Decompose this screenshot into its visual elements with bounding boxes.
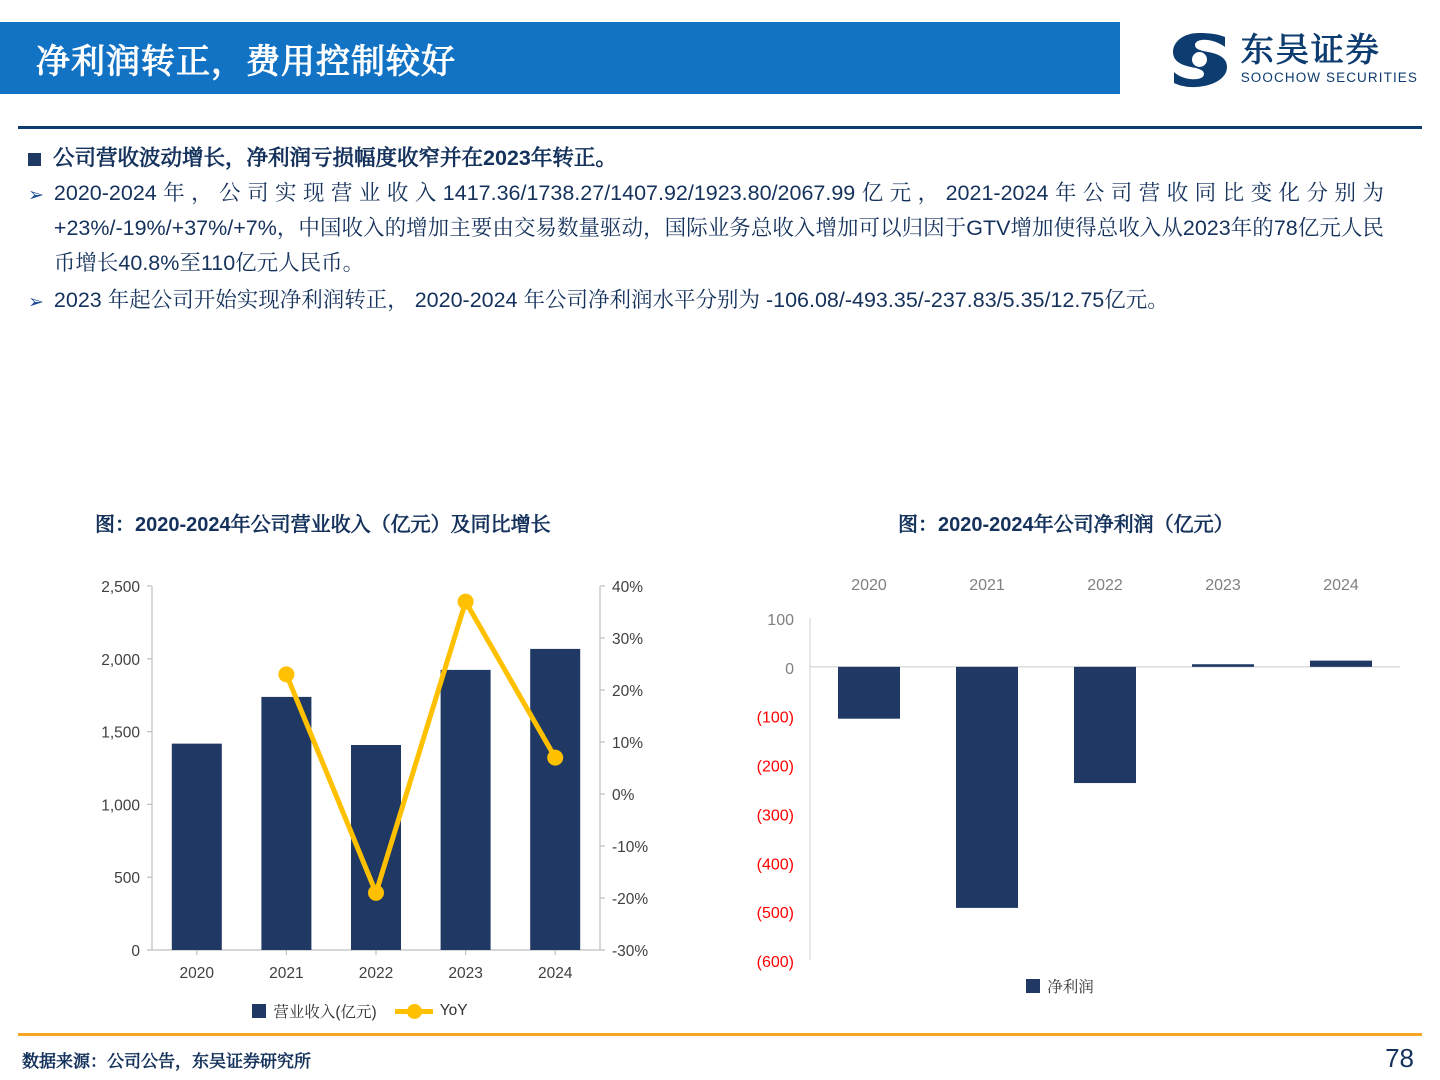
axis-tick-label: (500) <box>756 905 794 923</box>
legend-item-yoy <box>395 1002 468 1020</box>
bar <box>441 670 491 950</box>
bullet-item-text: 2020-2024年，公司实现营业收入1417.36/1738.27/1407.92/1923.80/2067.99亿元，2021-2024年公司营收同比变化分别为+23%/-19%/+37%/+7%，中国收入的增加主要由交易数量驱动，国际业务总收入增加可以归因于GTV增加使得总收入从2023年的78亿元人民币增长40.8%至110亿元人民币。 <box>53 181 1384 275</box>
net-profit-chart <box>700 560 1420 1040</box>
chevron-right-icon: ➢ <box>28 291 44 313</box>
axis-tick-label: 1,000 <box>101 797 140 815</box>
right-chart-title: 图：2020-2024年公司净利润（亿元） <box>898 514 1234 536</box>
square-bullet-icon <box>28 153 41 166</box>
bar <box>530 649 580 950</box>
bullet-item-row <box>20 283 1420 318</box>
axis-tick-label: (200) <box>756 758 794 776</box>
logo-mark-icon <box>1169 30 1231 88</box>
logo-text <box>1240 30 1418 86</box>
axis-tick-label: 30% <box>612 631 644 648</box>
axis-tick-label: 100 <box>767 612 794 629</box>
bar <box>838 667 900 719</box>
axis-tick-label: 0% <box>612 787 635 804</box>
revenue-chart <box>40 560 680 1040</box>
axis-tick-label: 2021 <box>969 577 1005 594</box>
axis-tick-label: 2020 <box>851 577 887 594</box>
bar <box>1074 667 1136 783</box>
axis-tick-label: (400) <box>756 856 794 874</box>
axis-tick-label: (600) <box>756 954 794 971</box>
yoy-marker <box>368 885 384 901</box>
axis-tick-label: 20% <box>612 683 644 700</box>
legend-label: 营业收入(亿元) <box>273 1004 377 1021</box>
page-number: 78 <box>1385 1043 1414 1073</box>
bar <box>261 697 311 950</box>
footer-divider <box>18 1033 1422 1036</box>
axis-tick-label: 2,000 <box>101 651 140 669</box>
net-profit-chart-svg <box>700 560 1420 980</box>
bar <box>956 667 1018 908</box>
legend-swatch-icon <box>1026 979 1040 993</box>
revenue-chart-svg <box>40 560 680 1000</box>
bar <box>172 744 222 950</box>
axis-tick-label: 2020 <box>179 965 215 982</box>
axis-tick-label: 2022 <box>1087 577 1123 594</box>
legend-label: 净利润 <box>1047 979 1094 996</box>
company-logo <box>1128 26 1418 92</box>
axis-tick-label: 10% <box>612 735 644 752</box>
axis-tick-label: 40% <box>612 579 644 596</box>
revenue-chart-legend <box>150 1000 570 1022</box>
axis-tick-label: 2021 <box>269 965 304 982</box>
net-profit-chart-legend <box>880 975 1240 997</box>
axis-tick-label: 2,500 <box>101 579 140 596</box>
bar <box>1310 661 1372 667</box>
yoy-marker <box>458 594 474 610</box>
body-content <box>20 142 1420 320</box>
yoy-marker <box>547 750 563 766</box>
axis-tick-label: 2024 <box>1323 577 1359 594</box>
source-note: 数据来源：公司公告，东吴证券研究所 <box>22 1052 311 1071</box>
legend-swatch-icon <box>252 1004 266 1018</box>
slide-header-bar <box>0 22 1120 94</box>
logo-name-cn: 东吴证券 <box>1240 30 1381 68</box>
axis-tick-label: 500 <box>114 870 140 888</box>
axis-tick-label: (300) <box>756 807 794 825</box>
axis-tick-label: 2022 <box>358 965 394 982</box>
axis-tick-label: 1,500 <box>101 724 140 742</box>
logo-name-en: SOOCHOW SECURITIES <box>1240 70 1418 86</box>
axis-tick-label: (100) <box>756 709 794 727</box>
bullet-item-text: 2023 年起公司开始实现净利润转正， 2020-2024 年公司净利润水平分别为 -106.08/-493.35/-237.83/5.35/12.75亿元。 <box>53 287 1169 312</box>
bullet-lead-text: 公司营收波动增长，净利润亏损幅度收窄并在2023年转正。 <box>53 146 617 170</box>
legend-item-revenue <box>252 1000 376 1022</box>
legend-label: YoY <box>439 1002 468 1019</box>
axis-tick-label: -20% <box>612 891 649 908</box>
axis-tick-label: 2024 <box>537 965 573 982</box>
axis-tick-label: 2023 <box>1205 577 1241 594</box>
bullet-item-row <box>20 176 1420 280</box>
yoy-marker <box>278 666 294 682</box>
left-chart-title: 图：2020-2024年公司营业收入（亿元）及同比增长 <box>95 514 551 536</box>
bullet-lead-row <box>20 142 1420 174</box>
axis-tick-label: 0 <box>785 660 794 678</box>
chevron-right-icon: ➢ <box>28 185 44 207</box>
axis-tick-label: -30% <box>612 943 649 960</box>
axis-tick-label: -10% <box>612 839 649 856</box>
page-title: 净利润转正，费用控制较好 <box>36 42 456 81</box>
axis-tick-label: 2023 <box>448 965 483 982</box>
legend-line-icon <box>395 1009 433 1014</box>
bar <box>1192 664 1254 667</box>
header-divider <box>18 126 1422 129</box>
legend-item-net-profit <box>1026 975 1094 997</box>
yoy-line <box>286 602 555 893</box>
axis-tick-label: 0 <box>131 943 140 960</box>
